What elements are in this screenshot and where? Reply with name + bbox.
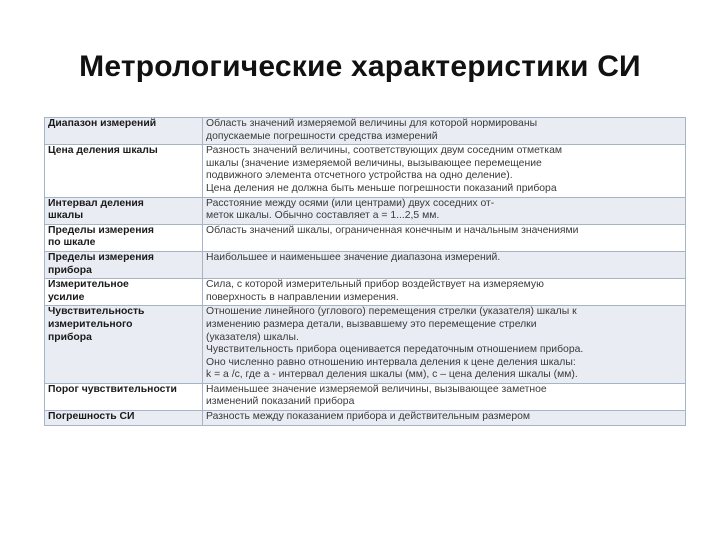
table-row xyxy=(45,224,686,251)
definition-line: Цена деления не должна быть меньше погрешности показаний прибора xyxy=(206,182,557,194)
table-row xyxy=(45,279,686,306)
term-line: прибора xyxy=(48,331,92,343)
term-cell xyxy=(45,197,203,224)
term-line: Погрешность СИ xyxy=(48,411,135,423)
definition-line: допускаемые погрешности средства измерений xyxy=(206,130,438,142)
term-line: Пределы измерения xyxy=(48,251,154,263)
definition-cell xyxy=(203,251,686,278)
table-row xyxy=(45,118,686,145)
definition-line: шкалы (значение измеряемой величины, вызывающее перемещение xyxy=(206,157,542,169)
definition-line: Наименьшее значение измеряемой величины, вызывающее заметное xyxy=(206,383,547,395)
term-line: Чувствительность xyxy=(48,306,145,318)
definition-cell xyxy=(203,306,686,384)
table-row xyxy=(45,383,686,410)
term-line: Цена деления шкалы xyxy=(48,145,158,157)
table-row xyxy=(45,145,686,197)
definition-line: меток шкалы. Обычно составляет а = 1...2,5 мм. xyxy=(206,210,440,222)
definition-cell xyxy=(203,224,686,251)
definition-line: (указателя) шкалы. xyxy=(206,331,299,343)
metrics-table-body xyxy=(45,118,686,426)
definition-line: подвижного элемента отсчетного устройства на одно деление). xyxy=(206,170,513,182)
term-line: измерительного xyxy=(48,318,133,330)
term-cell xyxy=(45,306,203,384)
definition-line: Сила, с которой измерительный прибор воздействует на измеряемую xyxy=(206,279,544,291)
definition-line: Чувствительность прибора оценивается передаточным отношением прибора. xyxy=(206,344,584,356)
table-row xyxy=(45,306,686,384)
term-cell xyxy=(45,411,203,426)
term-cell xyxy=(45,279,203,306)
metrics-table-container xyxy=(44,117,685,426)
definition-line: Расстояние между осями (или центрами) двух соседних от- xyxy=(206,197,495,209)
definition-line: k = a /c, где а - интервал деления шкалы (мм), с – цена деления шкалы (мм). xyxy=(206,369,578,381)
definition-cell xyxy=(203,197,686,224)
definition-line: Разность между показанием прибора и действительным размером xyxy=(206,411,531,423)
metrics-table xyxy=(44,117,686,426)
slide-title: Метрологические характеристики СИ xyxy=(79,50,641,83)
definition-line: поверхность в направлении измерения. xyxy=(206,291,399,303)
term-line: усилие xyxy=(48,291,85,303)
term-cell xyxy=(45,224,203,251)
term-cell xyxy=(45,251,203,278)
definition-line: Наибольшее и наименьшее значение диапазона измерений. xyxy=(206,251,501,263)
term-line: Пределы измерения xyxy=(48,224,154,236)
definition-line: Оно численно равно отношению интервала деления к цене деления шкалы: xyxy=(206,356,576,368)
term-cell xyxy=(45,118,203,145)
definition-cell xyxy=(203,118,686,145)
definition-cell xyxy=(203,145,686,197)
definition-line: Отношение линейного (углового) перемещения стрелки (указателя) шкалы к xyxy=(206,306,577,318)
definition-cell xyxy=(203,383,686,410)
definition-line xyxy=(206,237,682,250)
definition-cell xyxy=(203,279,686,306)
definition-line: Область значений шкалы, ограниченная конечным и начальным значениями xyxy=(206,224,579,236)
definition-line: изменению размера детали, вызвавшему это перемещение стрелки xyxy=(206,318,537,330)
definition-line: изменений показаний прибора xyxy=(206,396,355,408)
term-line: Измерительное xyxy=(48,279,129,291)
term-line: по шкале xyxy=(48,237,96,249)
table-row xyxy=(45,197,686,224)
term-line: прибора xyxy=(48,264,92,276)
definition-line: Разность значений величины, соответствующих двум соседним отметкам xyxy=(206,145,562,157)
term-cell xyxy=(45,383,203,410)
definition-cell xyxy=(203,411,686,426)
term-line: Порог чувствительности xyxy=(48,383,177,395)
table-row xyxy=(45,251,686,278)
term-cell xyxy=(45,145,203,197)
table-row xyxy=(45,411,686,426)
term-line: Диапазон измерений xyxy=(48,118,157,129)
term-line: Интервал деления xyxy=(48,197,144,209)
term-line: шкалы xyxy=(48,210,84,222)
definition-line: Область значений измеряемой величины для которой нормированы xyxy=(206,118,538,129)
